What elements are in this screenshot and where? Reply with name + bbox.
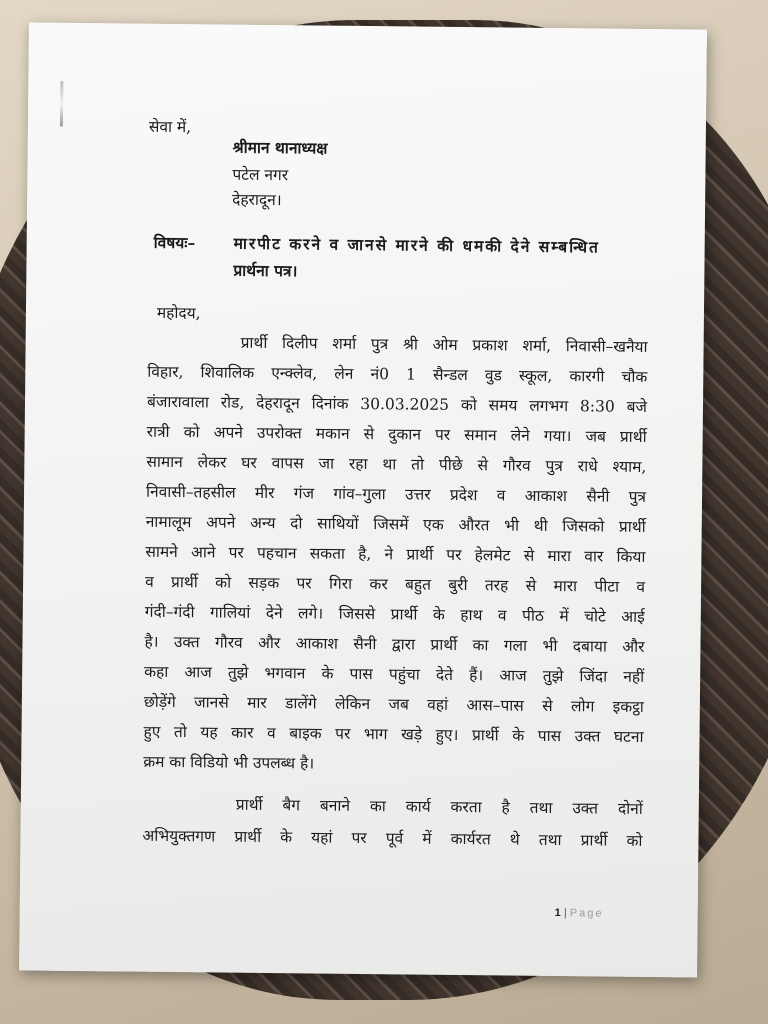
staple: [60, 81, 63, 127]
paragraph-line: नामालूम अपने अन्य दो साथियों जिसमें एक औरत भी थी जिसको प्रार्थी: [145, 512, 646, 536]
greeting: महोदय,: [156, 303, 201, 323]
paragraph-line: छोड़ेंगे जानसे मार डालेंगे लेकिन जब वहां आस–पास से लोग इकट्ठा: [143, 692, 644, 716]
page-footer: [555, 907, 604, 920]
page-label: Page: [569, 907, 604, 920]
letter-page: [19, 22, 707, 977]
paragraph-line: कहा आज तुझे भगवान के पास पहुंचा देते हैं। आज तुझे जिंदा नहीं: [144, 662, 645, 686]
paragraph-line: बंजारावाला रोड, देहरादून दिनांक 30.03.2025 को समय लगभग 8:30 बजे: [146, 392, 648, 416]
paragraph-line: निवासी–तहसील मीर गंज गांव–गुला उत्तर प्रदेश व आकाश सैनी पुत्र: [145, 482, 647, 506]
page-number: 1: [554, 907, 561, 920]
paragraph-line: अभियुक्तगण प्रार्थी के यहां पर पूर्व में कार्यरत थे तथा प्रार्थी को: [142, 826, 643, 850]
paragraph-line: गंदी–गंदी गालियां देने लगे। जिससे प्रार्थी के हाथ व पीठ में चोटे आई: [144, 602, 645, 626]
paragraph-line: हुए तो यह कार व बाइक पर भाग खड़े हुए। प्रार्थी के पास उक्त घटना: [143, 722, 644, 746]
paragraph-line: सामान लेकर घर वापस जा रहा था तो पीछे से गौरव पुत्र राधे श्याम,: [146, 452, 647, 476]
paragraph-line: है। उक्त गौरव और आकाश सैनी द्वारा प्रार्थी का गला भी दबाया और: [144, 632, 645, 656]
subject-line-2: प्रार्थना पत्र।: [233, 260, 298, 281]
salutation: सेवा में,: [148, 117, 192, 137]
addressee-line-3: देहरादून।: [232, 190, 282, 210]
subject-line-1: मारपीट करने व जानसे मारने की धमकी देने सम्बन्धित: [233, 233, 600, 257]
paragraph-line: व प्रार्थी को सड़क पर गिरा कर बहुत बुरी तरह से मारा पीटा व: [145, 572, 646, 596]
addressee-line-1: श्रीमान थानाध्यक्ष: [232, 137, 328, 158]
addressee-line-2: पटेल नगर: [232, 165, 289, 185]
paragraph-line: सामने आने पर पहचान सकता है, ने प्रार्थी पर हेलमेट से मारा वार किया: [145, 542, 646, 566]
paragraph-line: प्रार्थी बैग बनाने का कार्य करता है तथा उक्त दोनों: [235, 795, 643, 818]
subject-label: विषयः–: [153, 232, 196, 253]
page-separator: |: [560, 907, 570, 920]
paragraph-2: [142, 792, 643, 850]
paragraph-1: [143, 330, 648, 773]
paragraph-line: रात्री को अपने उपरोक्त मकान से दुकान पर समान लेने गया। जब प्रार्थी: [146, 422, 647, 446]
paragraph-line: क्रम का विडियो भी उपलब्ध है।: [143, 752, 315, 773]
paragraph-line: विहार, शिवालिक एन्क्लेव, लेन नं0 1 सैन्डल वुड स्कूल, कारगी चौक: [147, 362, 648, 386]
paragraph-line: प्रार्थी दिलीप शर्मा पुत्र श्री ओम प्रकाश शर्मा, निवासी–खनैया: [240, 333, 648, 356]
